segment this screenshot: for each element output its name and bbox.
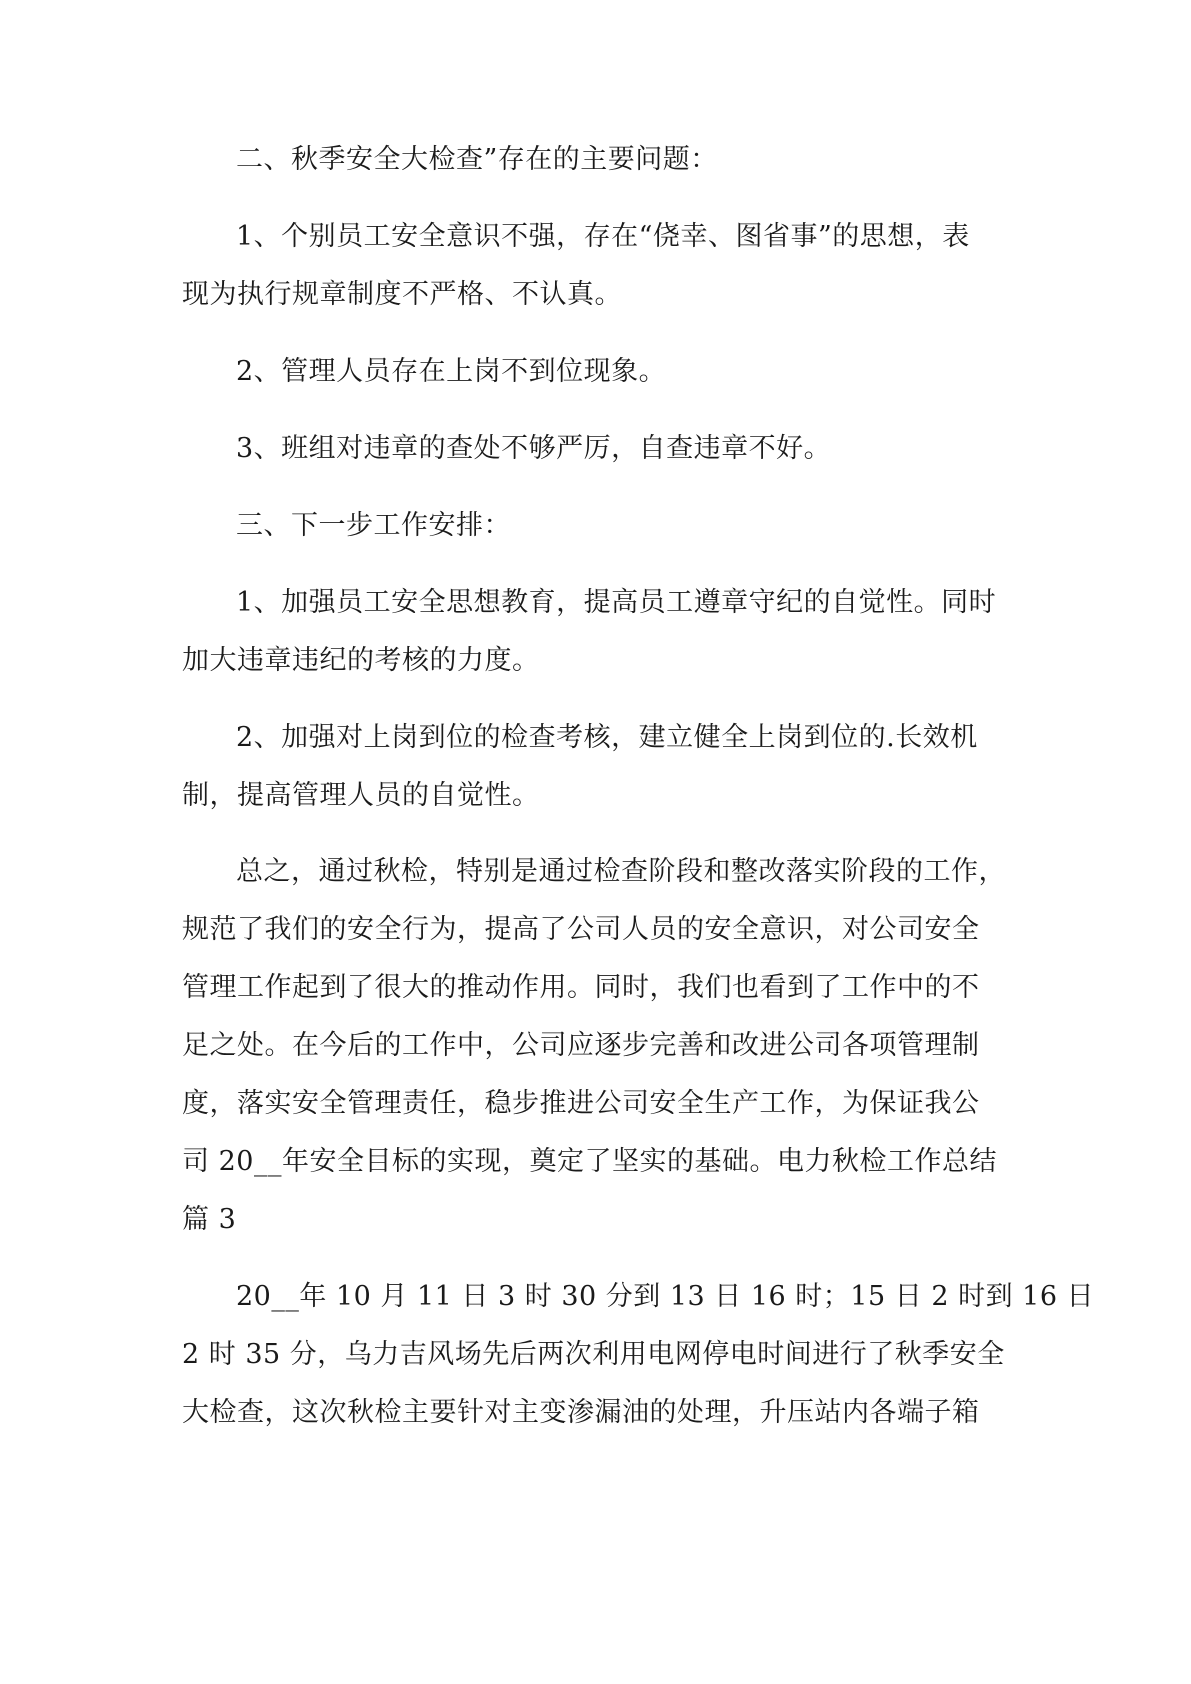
section-heading-next-steps: 三、下一步工作安排： — [236, 510, 511, 541]
summary-line-1: 总之，通过秋检，特别是通过检查阶段和整改落实阶段的工作， — [236, 856, 1006, 887]
part3-line-3: 大检查，这次秋检主要针对主变渗漏油的处理，升压站内各端子箱 — [182, 1397, 980, 1428]
step-1-line-2: 加大违章违纪的考核的力度。 — [182, 645, 540, 676]
step-2-line-2: 制，提高管理人员的自觉性。 — [182, 780, 540, 811]
summary-line-7: 篇 3 — [182, 1204, 237, 1235]
summary-line-4: 足之处。在今后的工作中，公司应逐步完善和改进公司各项管理制 — [182, 1030, 980, 1061]
step-2-line-1: 2、加强对上岗到位的检查考核，建立健全上岗到位的.长效机 — [236, 722, 978, 753]
problem-3: 3、班组对违章的查处不够严厉，自查违章不好。 — [236, 433, 832, 464]
problem-1-line-1: 1、个别员工安全意识不强，存在“侥幸、图省事”的思想，表 — [236, 221, 970, 252]
step-1-line-1: 1、加强员工安全思想教育，提高员工遵章守纪的自觉性。同时 — [236, 587, 997, 618]
part3-line-1: 20__年 10 月 11 日 3 时 30 分到 13 日 16 时；15 日 2 时到 16 日 — [236, 1281, 1095, 1312]
problem-1-line-2: 现为执行规章制度不严格、不认真。 — [182, 279, 622, 310]
summary-line-5: 度，落实安全管理责任，稳步推进公司安全生产工作，为保证我公 — [182, 1088, 980, 1119]
summary-line-6: 司 20__年安全目标的实现，奠定了坚实的基础。电力秋检工作总结 — [182, 1146, 997, 1177]
problem-2: 2、管理人员存在上岗不到位现象。 — [236, 356, 667, 387]
section-heading-problems: 二、秋季安全大检查”存在的主要问题： — [236, 144, 718, 175]
summary-line-3: 管理工作起到了很大的推动作用。同时，我们也看到了工作中的不 — [182, 972, 980, 1003]
part3-line-2: 2 时 35 分，乌力吉风场先后两次利用电网停电时间进行了秋季安全 — [182, 1339, 1005, 1370]
summary-line-2: 规范了我们的安全行为，提高了公司人员的安全意识，对公司安全 — [182, 914, 980, 945]
